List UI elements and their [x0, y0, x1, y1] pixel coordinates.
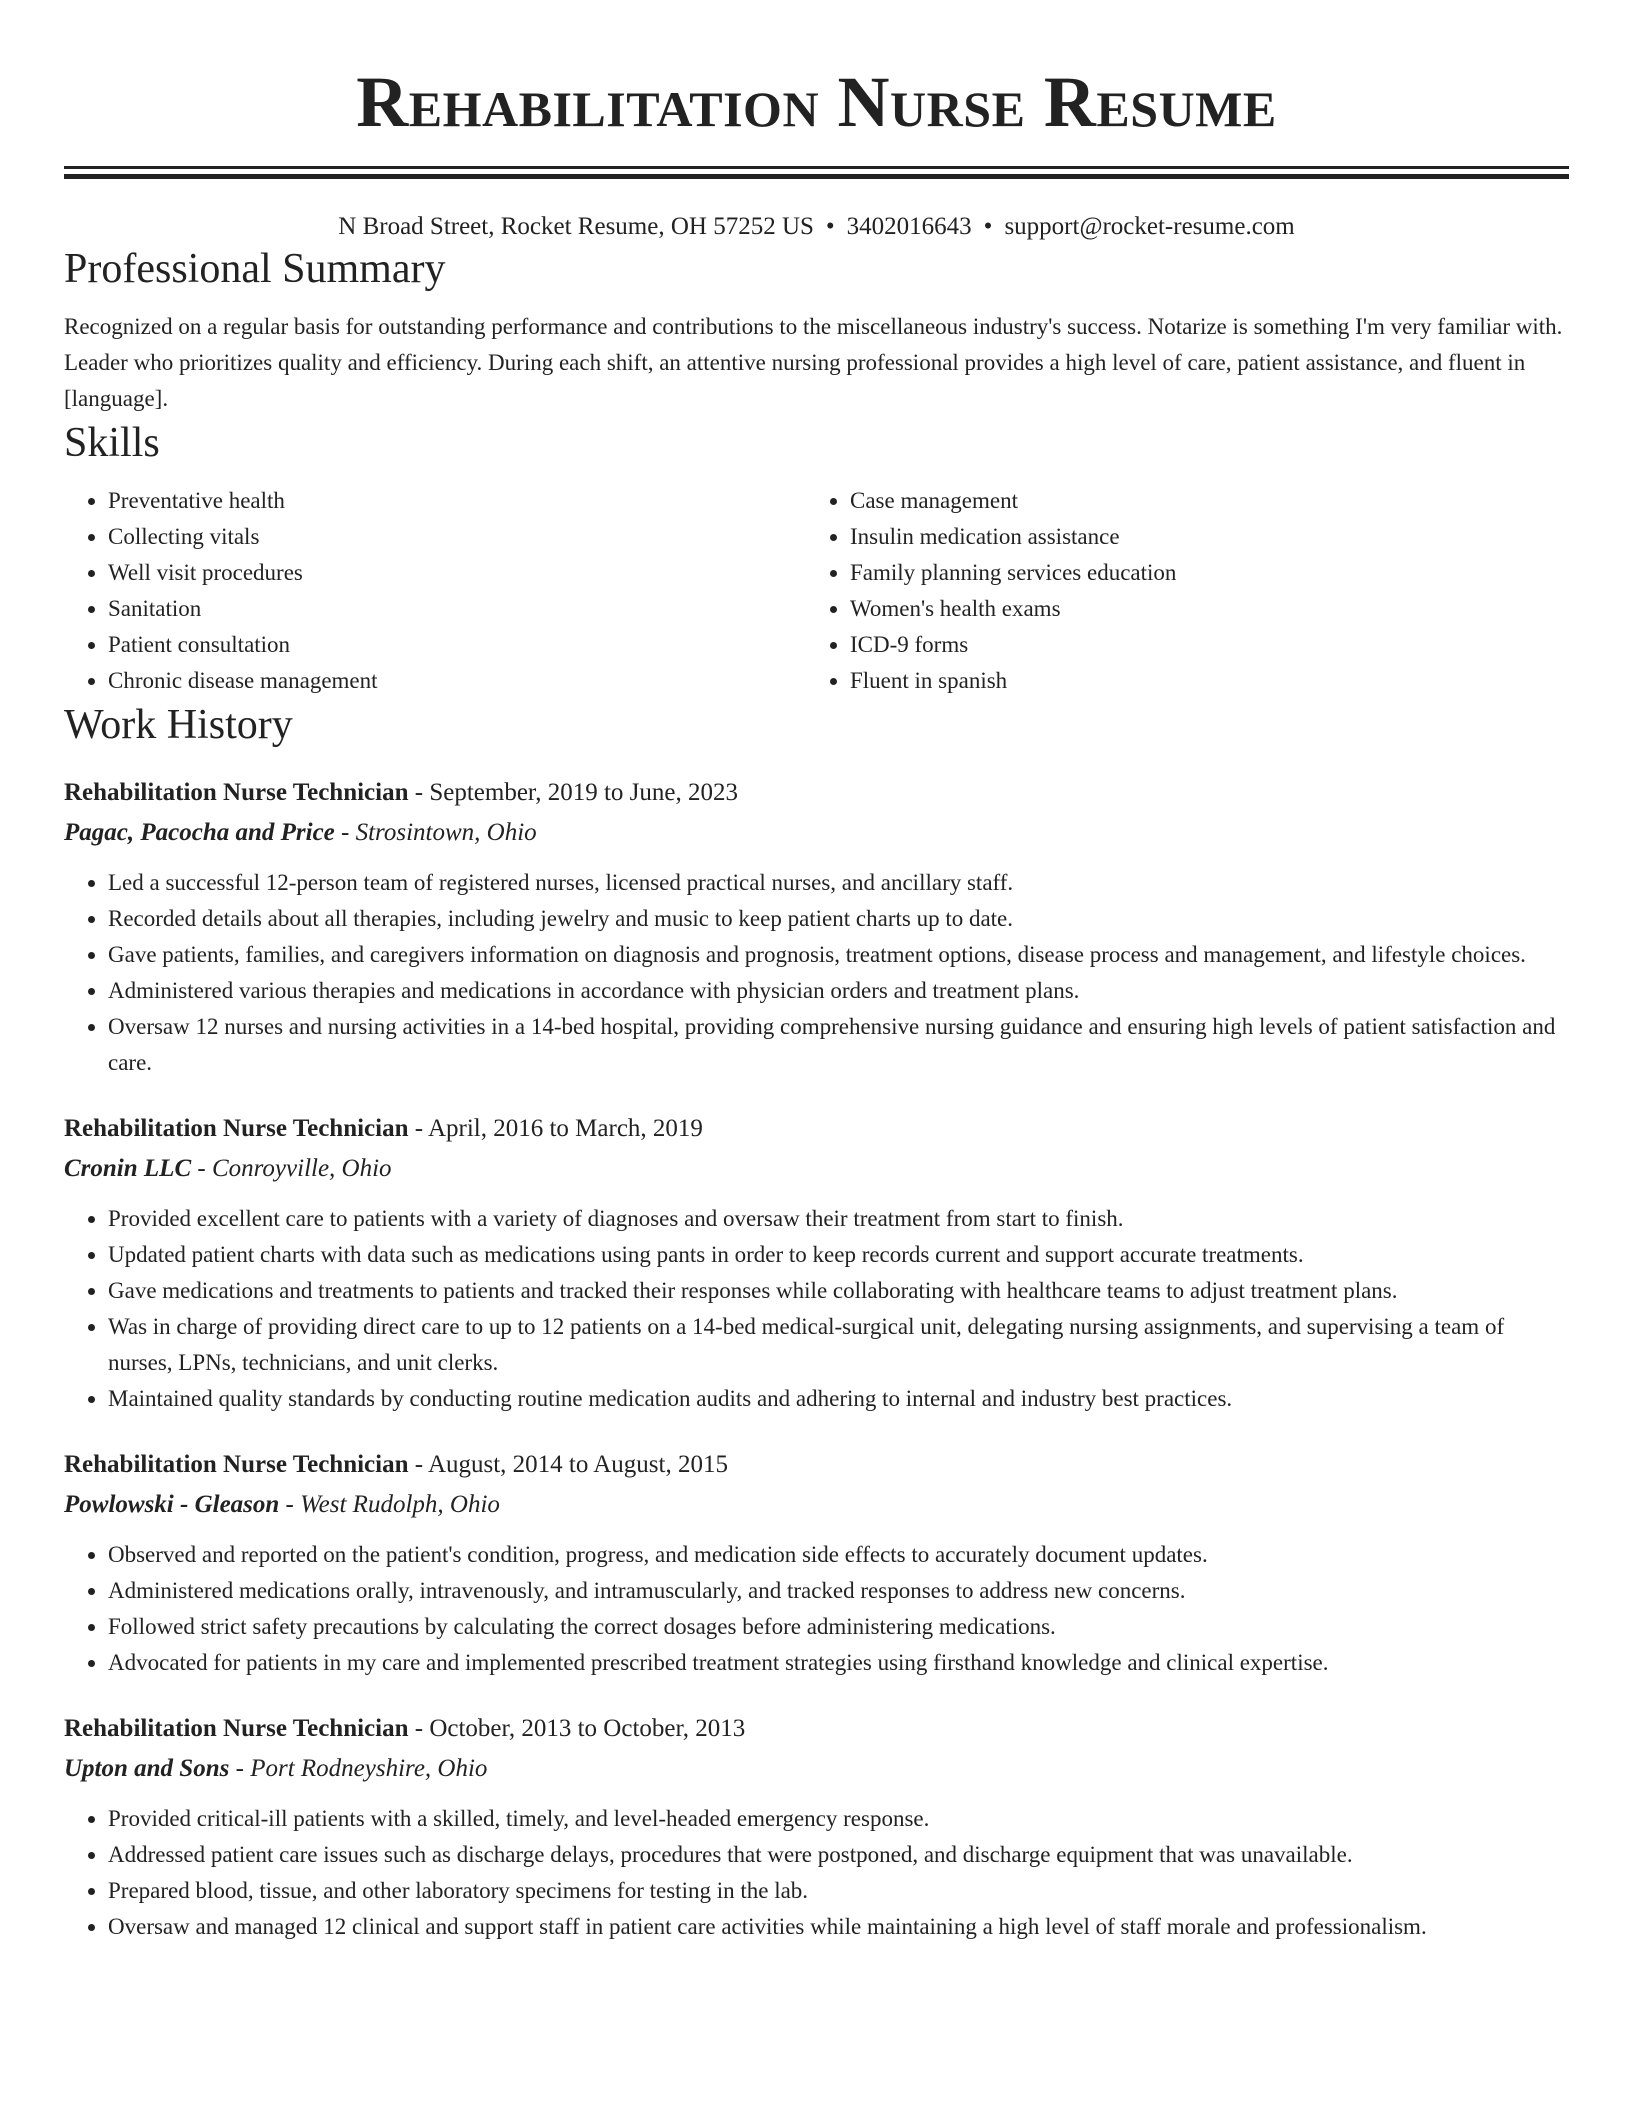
skill-item: • Case management	[850, 483, 1548, 519]
skill-item: • Sanitation	[108, 591, 806, 627]
job-location: Strosintown, Ohio	[355, 819, 537, 846]
job-dash: -	[414, 1715, 424, 1742]
skills-heading: Skills	[64, 420, 160, 466]
job-dash: -	[285, 1491, 294, 1518]
job-dash: -	[341, 819, 350, 846]
contact-separator: •	[825, 213, 835, 240]
work-history-heading: Work History	[64, 702, 293, 748]
job-bullets	[64, 1537, 1569, 1681]
job-company: Upton and Sons	[64, 1755, 230, 1782]
job-bullet: • Recorded details about all therapies, including jewelry and music to keep patient charts up to date.	[108, 901, 1569, 937]
skills-column-left	[64, 483, 806, 699]
skill-item: • Fluent in spanish	[850, 663, 1548, 699]
job-entry	[64, 773, 1569, 1081]
resume-title: Rehabilitation Nurse Resume	[356, 62, 1277, 142]
job-bullet: • Oversaw 12 nurses and nursing activities in a 14-bed hospital, providing comprehensive nursing guidance and ensuring high levels of patient satisfaction and care.	[108, 1009, 1569, 1081]
job-bullet: • Addressed patient care issues such as discharge delays, procedures that were postponed, and discharge equipment that was unavailable.	[108, 1837, 1569, 1873]
job-entry	[64, 1109, 1569, 1417]
summary-heading: Professional Summary	[64, 246, 446, 292]
job-dates: September, 2019 to June, 2023	[429, 779, 739, 806]
job-dash: -	[414, 1451, 424, 1478]
job-bullet: • Followed strict safety precautions by calculating the correct dosages before administering medications.	[108, 1609, 1569, 1645]
job-bullet: • Gave patients, families, and caregivers information on diagnosis and prognosis, treatment options, disease process and management, and lifestyle choices.	[108, 937, 1569, 973]
job-title: Rehabilitation Nurse Technician	[64, 779, 409, 806]
skill-item: • Family planning services education	[850, 555, 1548, 591]
job-company-line	[64, 813, 1569, 853]
skills-grid	[64, 483, 1569, 699]
summary-text: Recognized on a regular basis for outstanding performance and contributions to the miscellaneous industry's success. Notarize is something I'm very familiar with. Leader who prioritizes quality and efficiency. During each shift, an attentive nursing professional provides a high level of care, patient assistance, and fluent in [language].	[64, 314, 1563, 411]
contact-phone: 3402016643	[846, 213, 972, 240]
job-entry	[64, 1709, 1569, 1945]
skill-item: • Insulin medication assistance	[850, 519, 1548, 555]
job-bullet: • Advocated for patients in my care and implemented prescribed treatment strategies using firsthand knowledge and clinical expertise.	[108, 1645, 1569, 1681]
job-company-line	[64, 1149, 1569, 1189]
skill-item: • Chronic disease management	[108, 663, 806, 699]
contact-address: N Broad Street, Rocket Resume, OH 57252 US	[338, 213, 814, 240]
job-company-line	[64, 1749, 1569, 1789]
job-company: Pagac, Pacocha and Price	[64, 819, 335, 846]
job-location: West Rudolph, Ohio	[300, 1491, 500, 1518]
skill-item: • Women's health exams	[850, 591, 1548, 627]
job-bullets	[64, 1201, 1569, 1417]
job-bullet: • Administered medications orally, intravenously, and intramuscularly, and tracked responses to address new concerns.	[108, 1573, 1569, 1609]
job-dash: -	[197, 1155, 206, 1182]
job-bullet: • Administered various therapies and medications in accordance with physician orders and treatment plans.	[108, 973, 1569, 1009]
job-location: Port Rodneyshire, Ohio	[250, 1755, 488, 1782]
job-bullet: • Was in charge of providing direct care to up to 12 patients on a 14-bed medical-surgical unit, delegating nursing assignments, and supervising a team of nurses, LPNs, technicians, and unit clerks.	[108, 1309, 1569, 1381]
contact-email: support@rocket-resume.com	[1004, 213, 1295, 240]
title-divider-top	[64, 166, 1569, 169]
skills-column-right	[806, 483, 1548, 699]
job-bullet: • Observed and reported on the patient's condition, progress, and medication side effects to accurately document updates.	[108, 1537, 1569, 1573]
job-title-line	[64, 1109, 1569, 1149]
job-bullet: • Oversaw and managed 12 clinical and support staff in patient care activities while maintaining a high level of staff morale and professionalism.	[108, 1909, 1569, 1945]
job-company: Powlowski - Gleason	[64, 1491, 280, 1518]
job-dates: April, 2016 to March, 2019	[427, 1115, 703, 1142]
resume-page	[64, 0, 1569, 1945]
job-location: Conroyville, Ohio	[211, 1155, 392, 1182]
job-title: Rehabilitation Nurse Technician	[64, 1115, 409, 1142]
job-company-line	[64, 1485, 1569, 1525]
job-entry	[64, 1445, 1569, 1681]
job-company: Cronin LLC	[64, 1155, 192, 1182]
job-dash: -	[414, 1115, 424, 1142]
skill-item: • Collecting vitals	[108, 519, 806, 555]
skill-item: • Preventative health	[108, 483, 806, 519]
job-bullets	[64, 1801, 1569, 1945]
job-title: Rehabilitation Nurse Technician	[64, 1451, 409, 1478]
job-bullet: • Led a successful 12-person team of registered nurses, licensed practical nurses, and ancillary staff.	[108, 865, 1569, 901]
job-title: Rehabilitation Nurse Technician	[64, 1715, 409, 1742]
skill-item: • ICD-9 forms	[850, 627, 1548, 663]
job-bullet: • Maintained quality standards by conducting routine medication audits and adhering to internal and industry best practices.	[108, 1381, 1569, 1417]
job-bullet: • Provided excellent care to patients with a variety of diagnoses and oversaw their treatment from start to finish.	[108, 1201, 1569, 1237]
title-divider-bottom	[64, 174, 1569, 179]
job-dates: August, 2014 to August, 2015	[427, 1451, 728, 1478]
skill-item: • Patient consultation	[108, 627, 806, 663]
job-dash: -	[235, 1755, 244, 1782]
job-title-line	[64, 1445, 1569, 1485]
skill-item: • Well visit procedures	[108, 555, 806, 591]
job-bullets	[64, 865, 1569, 1081]
contact-separator: •	[983, 213, 993, 240]
job-bullet: • Updated patient charts with data such as medications using pants in order to keep records current and support accurate treatments.	[108, 1237, 1569, 1273]
job-bullet: • Gave medications and treatments to patients and tracked their responses while collaborating with healthcare teams to adjust treatment plans.	[108, 1273, 1569, 1309]
job-dash: -	[414, 779, 424, 806]
job-bullet: • Provided critical-ill patients with a skilled, timely, and level-headed emergency response.	[108, 1801, 1569, 1837]
job-dates: October, 2013 to October, 2013	[429, 1715, 746, 1742]
job-title-line	[64, 1709, 1569, 1749]
job-title-line	[64, 773, 1569, 813]
job-bullet: • Prepared blood, tissue, and other laboratory specimens for testing in the lab.	[108, 1873, 1569, 1909]
contact-line	[64, 211, 1569, 243]
